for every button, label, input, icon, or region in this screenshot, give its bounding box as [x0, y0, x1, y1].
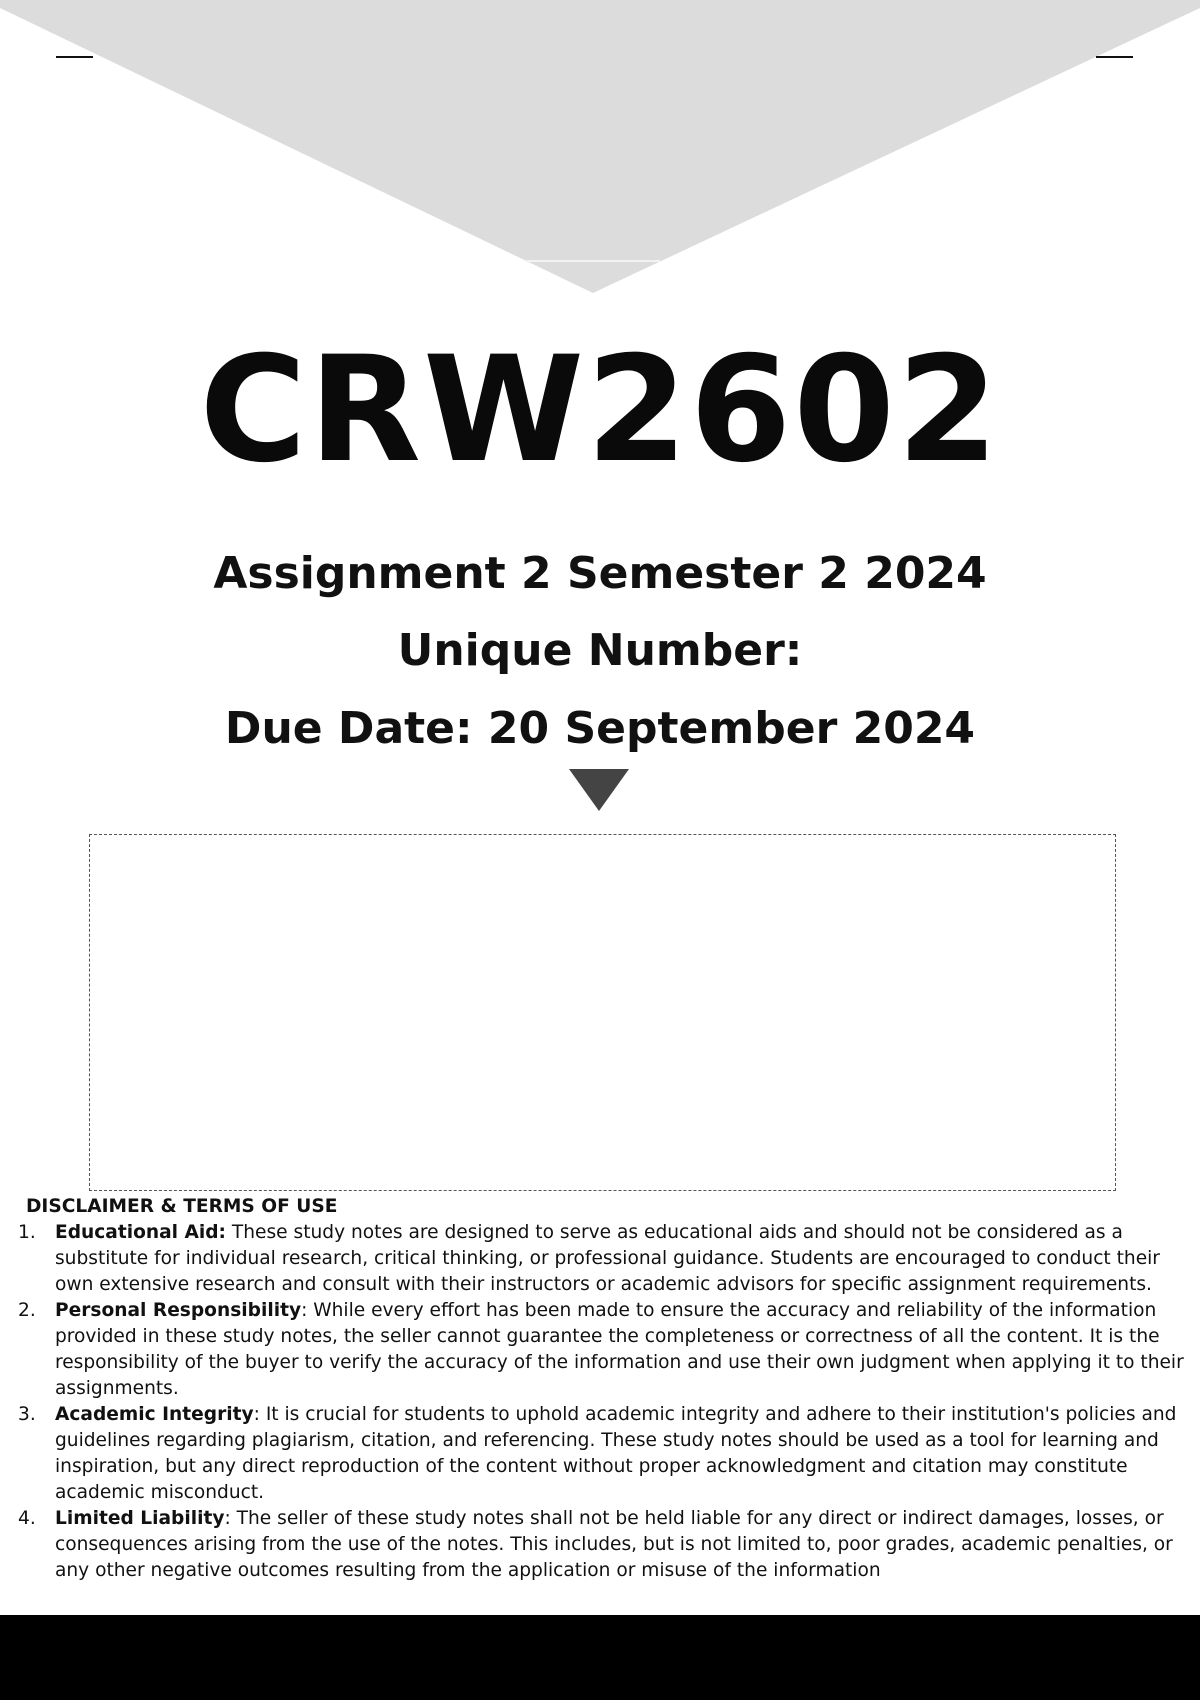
item-text: : The seller of these study notes shall not be held liable for any direct or indirect damages, losses, or consequences arising from the use of the notes. This includes, but is not limited to, poor grades, academic penalties, or any other negative outcomes resulting from the application or misuse of the information: [55, 1508, 1173, 1581]
list-item: [18, 1506, 1188, 1584]
item-number: 4.: [18, 1508, 36, 1529]
list-item: [18, 1220, 1188, 1298]
item-number: 2.: [18, 1300, 36, 1321]
chevron-banner: [0, 0, 1200, 300]
bottom-black-bar: [0, 1615, 1200, 1700]
item-number: 3.: [18, 1404, 36, 1425]
item-text: : It is crucial for students to uphold academic integrity and adhere to their institution's policies and guidelines regarding plagiarism, citation, and referencing. These study notes should be used as a tool for learning and inspiration, but any direct reproduction of the content without proper acknowledgment and citation may constitute academic misconduct.: [55, 1404, 1177, 1503]
item-number: 1.: [18, 1222, 36, 1243]
down-triangle-icon: [569, 769, 629, 811]
list-item: [18, 1298, 1188, 1402]
item-text: : While every effort has been made to ensure the accuracy and reliability of the information provided in these study notes, the seller cannot guarantee the completeness or correctness of all the content. It is the responsibility of the buyer to verify the accuracy of the information and use their own judgment when applying it to their assignments.: [55, 1300, 1184, 1399]
assignment-line: Assignment 2 Semester 2 2024: [213, 548, 987, 599]
item-heading: Educational Aid:: [55, 1222, 226, 1243]
item-heading: Limited Liability: [55, 1508, 225, 1529]
disclaimer-section: [18, 1194, 1188, 1584]
item-heading: Academic Integrity: [55, 1404, 254, 1425]
due-date-line: Due Date: 20 September 2024: [224, 703, 976, 754]
item-heading: Personal Responsibility: [55, 1300, 302, 1321]
disclaimer-list: [18, 1220, 1188, 1584]
corner-mark-left: [56, 56, 93, 58]
item-text: These study notes are designed to serve as educational aids and should not be considered as a substitute for individual research, critical thinking, or professional guidance. Students are encouraged to conduct their own extensive research and consult with their instructors or academic advisors for specific assignment requirements.: [55, 1222, 1160, 1295]
list-item: [18, 1402, 1188, 1506]
corner-mark-right: [1096, 56, 1133, 58]
course-code-title: CRW2602: [199, 325, 1001, 495]
content-placeholder-box: [89, 834, 1116, 1191]
disclaimer-title: DISCLAIMER & TERMS OF USE: [26, 1196, 338, 1217]
unique-number-line: Unique Number:: [397, 625, 803, 676]
